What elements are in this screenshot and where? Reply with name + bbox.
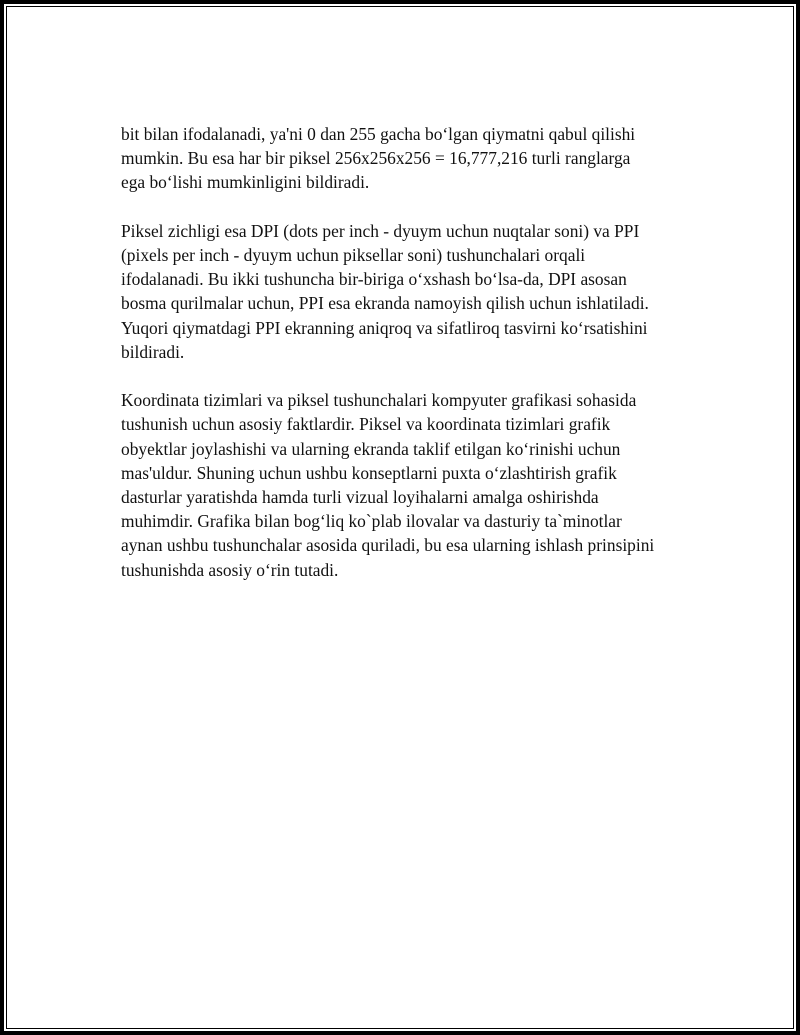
paragraph-coordinate-systems: Koordinata tizimlari va piksel tushunchalari kompyuter grafikasi sohasida tushunish uchun asosiy faktlardir. Piksel va koordinata tizimlari grafik obyektlar joylashishi va ularning ekranda taklif etilgan ko‘rinishi uchun mas'uldur. Shuning uchun ushbu konseptlarni puxta o‘zlashtirish grafik dasturlar yaratishda hamda turli vizual loyihalarni amalga oshirishda muhimdir. Grafika bilan bog‘liq ko`plab ilovalar va dasturiy ta`minotlar aynan ushbu tushunchalar asosida quriladi, bu esa ularning ishlash prinsipini tushunishda asosiy o‘rin tutadi. [121,390,655,580]
page-body-text [121,122,711,606]
paragraph-pixel-density: Piksel zichligi esa DPI (dots per inch - dyuym uchun nuqtalar soni) va PPI (pixels per inch - dyuym uchun piksellar soni) tushunchalari orqali ifodalanadi. Bu ikki tushuncha bir-biriga o‘xshash bo‘lsa-da, DPI asosan bosma qurilmalar uchun, PPI esa ekranda namoyish qilish uchun ishlatiladi. Yuqori qiymatdagi PPI ekranning aniqroq va sifatliroq tasvirni ko‘rsatishini bildiradi. [121,220,649,362]
paragraph-color-depth: bit bilan ifodalanadi, ya'ni 0 dan 255 gacha bo‘lgan qiymatni qabul qilishi mumkin. Bu esa har bir piksel 256x256x256 = 16,777,216 turli ranglarga ega bo‘lishi mumkinligini bildiradi. [121,124,636,193]
